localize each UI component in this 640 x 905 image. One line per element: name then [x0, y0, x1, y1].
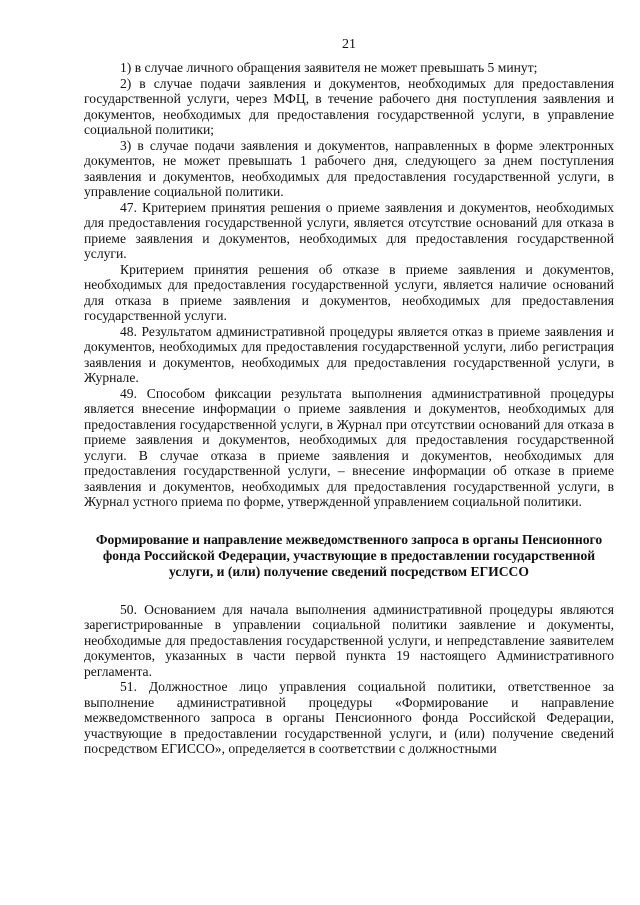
paragraph-subitem-2: 2) в случае подачи заявления и документов, необходимых для предоставления государственной услуги, через МФЦ, в течение рабочего дня поступления заявления и документов, необходимых для предоставления государственной услуги, в управление социальной политики; — [84, 75, 614, 137]
paragraph-50: 50. Основанием для начала выполнения административной процедуры являются зарегистрированные в управлении социальной политики заявление и документы, необходимые для предоставления государственной услуги, и непредставление заявителем документов, указанных в части первой пункта 19 настоящего Административного регламента. — [84, 601, 614, 679]
paragraph-51: 51. Должностное лицо управления социальной политики, ответственное за выполнение административной процедуры «Формирование и направление межведомственного запроса в органы Пенсионного фонда Российской Федерации, участвующие в предоставлении государственной услуги, и (или) получение сведений посредством ЕГИССО», определяется в соответствии с должностными — [84, 679, 614, 756]
paragraph-subitem-1: 1) в случае личного обращения заявителя не может превышать 5 минут; — [120, 60, 538, 75]
paragraph-subitem-3: 3) в случае подачи заявления и документов, направленных в форме электронных документов, не может превышать 1 рабочего дня, следующего за днем поступления заявления и документов, необходимых для предоставления государственной услуги, в управление социальной политики. — [84, 137, 614, 199]
section-heading: Формирование и направление межведомственного запроса в органы Пенсионного фонда Российской Федерации, участвующие в предоставлении государственной услуги, и (или) получение сведений посредством ЕГИССО — [95, 531, 603, 579]
paragraph-49: 49. Способом фиксации результата выполнения административной процедуры является внесение информации о приеме заявления и документов, необходимых для предоставления государственной услуги, в Журнал при отсутствии оснований для отказа в приеме заявления и документов, необходимых для предоставления государственной услуги. В случае отказа в приеме заявления и документов, необходимых для предоставления государственной услуги, – внесение информации об отказе в приеме заявления и документов, необходимых для предоставления государственной услуги, в Журнал устного приема по форме, утвержденной управлением социальной политики. — [84, 385, 614, 509]
paragraph-47: 47. Критерием принятия решения о приеме заявления и документов, необходимых для предоставления государственной услуги, является отсутствие оснований для отказа в приеме заявления и документов, необходимых для предоставления государственной услуги. — [84, 199, 614, 261]
paragraph-47-refusal-criterion: Критерием принятия решения об отказе в приеме заявления и документов, необходимых для предоставления государственной услуги, является наличие оснований для отказа в приеме заявления и документов, необходимых для предоставления государственной услуги. — [84, 261, 614, 323]
page-number: 21 — [342, 37, 356, 52]
document-body — [84, 60, 614, 757]
paragraph-48: 48. Результатом административной процедуры является отказ в приеме заявления и документов, необходимых для предоставления государственной услуги, либо регистрация заявления и документов, необходимых для предоставления государственной услуги, в Журнале. — [84, 323, 614, 385]
